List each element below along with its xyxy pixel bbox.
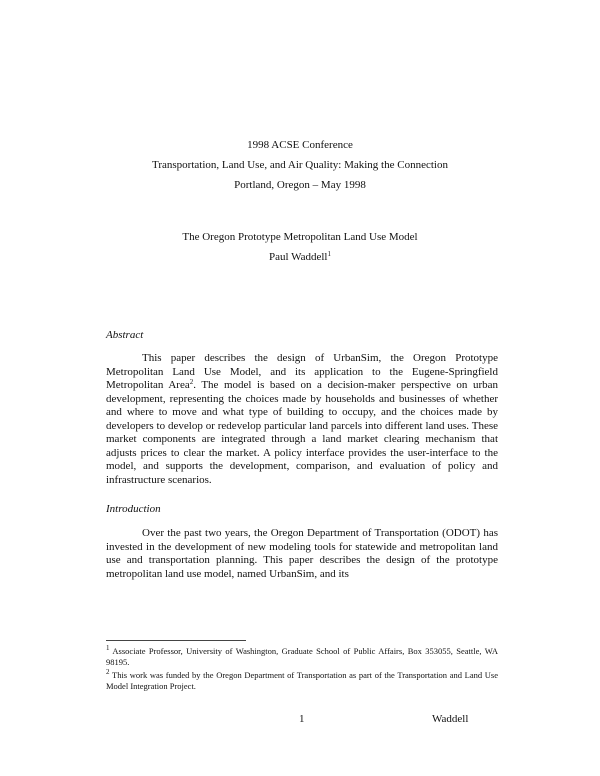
footnote-1-mark: 1 [106, 644, 110, 652]
footnote-divider [106, 640, 246, 641]
introduction-heading: Introduction [106, 503, 161, 515]
abstract-text-part1: This paper describes the design of UrbanSim, the Oregon Prototype Metropolitan Land Use Model, and its application to the Eugene-Springfield Metropolitan Area [106, 352, 498, 391]
footnote-1-text: Associate Professor, University of Washington, Graduate School of Public Affairs, Box 353055, Seattle, WA 98195. [106, 646, 498, 667]
author-line [0, 250, 600, 264]
conference-theme: Transportation, Land Use, and Air Quality: Making the Connection [152, 159, 448, 171]
page-number: 1 [299, 713, 305, 725]
abstract-footnote-mark: 2 [189, 378, 194, 386]
abstract-text-part2: . The model is based on a decision-maker perspective on urban development, representing the choices made by households and businesses of whether and where to move and what type of building to occupy, and the choices made by developers to develop or redevelop particular land parcels into different land uses. These market components are integrated through a land market clearing mechanism that adjusts prices to clear the market. A policy interface provides the user-interface to the model, and supports the development, comparison, and evaluation of policy and infrastructure scenarios. [106, 379, 498, 486]
paper-title: The Oregon Prototype Metropolitan Land Use Model [182, 231, 418, 243]
author-footnote-mark: 1 [327, 250, 331, 258]
running-head: Waddell [432, 713, 469, 725]
footnote-2-text: This work was funded by the Oregon Department of Transportation as part of the Transportation and Land Use Model Integration Project. [106, 670, 498, 691]
abstract-heading: Abstract [106, 329, 144, 341]
conference-location-date: Portland, Oregon – May 1998 [234, 179, 366, 191]
introduction-paragraph: Over the past two years, the Oregon Department of Transportation (ODOT) has invested in the development of new modeling tools for statewide and metropolitan land use and transportation planning. This paper describes the design of the prototype metropolitan land use model, named UrbanSim, and its [106, 527, 498, 580]
footnote-1 [106, 646, 498, 668]
footnote-2-mark: 2 [106, 668, 110, 676]
footnote-2 [106, 670, 498, 692]
abstract-paragraph [106, 352, 498, 487]
author-name: Paul Waddell [269, 251, 328, 263]
conference-name: 1998 ACSE Conference [247, 139, 353, 151]
